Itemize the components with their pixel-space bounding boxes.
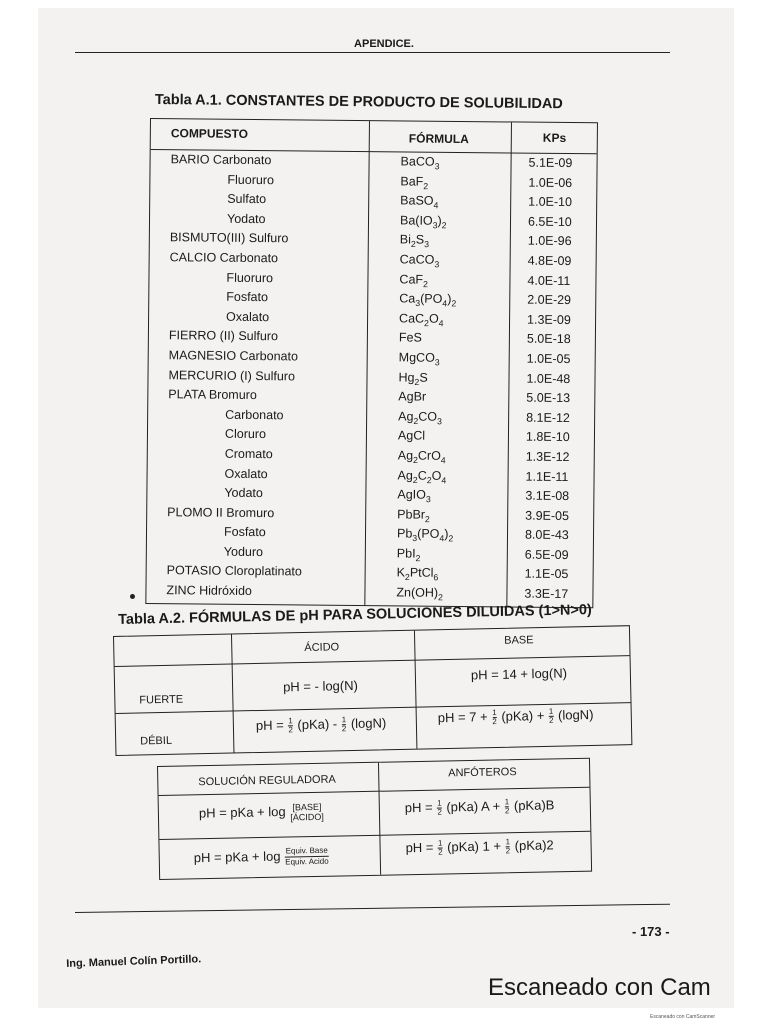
weak-acid-term1: (pKa) - xyxy=(297,716,338,733)
compound-name: Fluoruro xyxy=(227,172,275,187)
fraction-numerator: 1 xyxy=(341,715,347,725)
compound-name: MAGNESIO Carbonato xyxy=(168,348,299,364)
chemical-formula: CaF$_2$ xyxy=(399,271,428,289)
chemical-formula: $Ca_3(PO_4)_2$ xyxy=(399,291,457,309)
amph2-term2: (pKa)2 xyxy=(514,837,554,854)
fraction-numerator: 1 xyxy=(505,837,511,847)
kps-value: 4.0E-11 xyxy=(527,273,571,288)
compound-name: Cromato xyxy=(224,446,273,462)
table1-body xyxy=(146,151,596,606)
compound-name: Fosfato xyxy=(223,525,266,540)
table3-header-buffer: SOLUCIÓN REGULADORA xyxy=(198,773,336,789)
amph2-lhs: pH = xyxy=(405,839,434,856)
table2-row-weak: DÉBIL xyxy=(140,734,173,748)
kps-value: 1.0E-96 xyxy=(527,234,572,249)
fraction-denominator: Equiv. Acido xyxy=(285,856,329,867)
compound-name: PLOMO II Bromuro xyxy=(167,504,275,520)
kps-value: 5.0E-13 xyxy=(526,390,571,406)
compound-name: Yodato xyxy=(226,211,266,226)
bullet-mark xyxy=(130,594,135,599)
table1-header-compound: COMPUESTO xyxy=(170,126,249,141)
compound-name: BARIO Carbonato xyxy=(170,152,272,168)
table3-divider xyxy=(378,763,381,875)
table2-header-base: BASE xyxy=(504,634,534,647)
chemical-formula: $Bi_2S_3$ xyxy=(399,232,430,250)
chemical-formula: $Zn(OH)_2$ xyxy=(396,585,444,603)
chemical-formula: PbI$_2$ xyxy=(396,546,421,563)
half-fraction xyxy=(492,709,497,726)
fraction-numerator: Equiv. Base xyxy=(285,846,329,858)
half-fraction xyxy=(288,717,293,734)
ph-formulas-table xyxy=(113,625,632,756)
kps-value: 1.8E-10 xyxy=(525,429,570,445)
kps-value: 3.9E-05 xyxy=(525,508,570,523)
chemical-formula: BaCO$_3$ xyxy=(400,154,440,172)
buffer-formula-1 xyxy=(199,802,325,824)
kps-value: 8.1E-12 xyxy=(526,410,570,425)
table1-header-formula: FÓRMULA xyxy=(408,131,469,147)
weak-acid-term2: (logN) xyxy=(350,715,387,732)
compound-name: BISMUTO(III) Sulfuro xyxy=(169,230,289,246)
table1-header-kps: KPs xyxy=(542,130,567,145)
fraction-denominator: 2 xyxy=(492,717,497,727)
chemical-formula: AgBr xyxy=(398,389,427,404)
fraction-denominator: [ÁCIDO] xyxy=(290,811,324,823)
weak-acid-formula xyxy=(256,715,387,735)
page-header: APENDICE. xyxy=(354,38,414,50)
fraction-denominator: 2 xyxy=(437,807,442,817)
weak-acid-lhs: pH = xyxy=(255,717,284,734)
author-name: Ing. Manuel Colín Portillo. xyxy=(66,953,202,970)
fraction-denominator: 2 xyxy=(288,725,294,735)
table3-rule xyxy=(159,787,590,796)
fraction-denominator: 2 xyxy=(505,846,511,856)
chemical-formula: $Ag_2CO_3$ xyxy=(398,409,442,427)
compound-name: CALCIO Carbonato xyxy=(169,250,279,266)
kps-value: 1.0E-06 xyxy=(528,175,573,190)
compound-name: POTASIO Cloroplatinato xyxy=(166,563,302,579)
half-fraction xyxy=(342,716,347,733)
kps-value: 1.0E-05 xyxy=(526,351,571,366)
buffer2-ratio xyxy=(285,846,329,868)
kps-value: 1.0E-48 xyxy=(526,371,571,386)
compound-name: FIERRO (II) Sulfuro xyxy=(168,328,279,344)
buffer1-lhs: pH = pKa + log xyxy=(198,803,286,821)
half-fraction xyxy=(505,798,510,815)
fraction-numerator: 1 xyxy=(548,706,554,716)
strong-acid-formula: pH = - log(N) xyxy=(282,677,359,695)
chemical-formula: $Ba(IO_3)_2$ xyxy=(399,213,447,231)
chemical-formula: BaSO$_4$ xyxy=(400,193,439,211)
chemical-formula: $CaC_2O_4$ xyxy=(399,311,444,329)
buffer-formula-2 xyxy=(194,846,330,870)
compound-name: Sulfato xyxy=(227,191,267,207)
compound-name: ZINC Hidróxido xyxy=(166,583,252,599)
kps-value: 4.8E-09 xyxy=(527,253,572,269)
amph2-term1: (pKa) 1 + xyxy=(446,838,502,855)
fraction-denominator: 2 xyxy=(341,724,347,734)
kps-value: 1.1E-05 xyxy=(524,567,569,582)
amph1-term1: (pKa) A + xyxy=(446,798,501,815)
chemical-formula: AgCl xyxy=(397,428,426,443)
chemical-formula: BaF$_2$ xyxy=(400,174,429,191)
half-fraction xyxy=(437,800,442,817)
compound-name: Fluoruro xyxy=(226,270,274,285)
compound-name: Cloruro xyxy=(224,427,267,442)
fraction-numerator: 1 xyxy=(492,708,497,718)
chemical-formula: $Ag_2CrO_4$ xyxy=(397,448,446,466)
compound-name: Oxalato xyxy=(226,309,270,324)
chemical-formula: PbBr$_2$ xyxy=(397,507,430,524)
compound-name: Yoduro xyxy=(223,544,264,559)
half-fraction xyxy=(505,838,510,855)
chemical-formula: $Ag_2C_2O_4$ xyxy=(397,467,447,485)
fraction-numerator: 1 xyxy=(437,838,443,848)
compound-name: Carbonato xyxy=(225,407,284,423)
weak-base-formula xyxy=(438,707,594,727)
fraction-numerator: 1 xyxy=(504,797,510,807)
kps-value: 1.1E-11 xyxy=(525,469,569,484)
table-row xyxy=(146,582,592,606)
buffer-amphoteric-table xyxy=(157,758,592,880)
compound-name: Oxalato xyxy=(224,466,268,481)
table1-title: Tabla A.1. CONSTANTES DE PRODUCTO DE SOLUBILIDAD xyxy=(154,92,563,113)
kps-value: 3.3E-17 xyxy=(524,586,569,602)
table2-divider xyxy=(231,635,234,753)
kps-value: 2.0E-29 xyxy=(527,292,572,308)
amphoteric-formula-2 xyxy=(405,837,553,857)
chemical-formula: CaCO$_3$ xyxy=(399,252,440,270)
fraction-numerator: 1 xyxy=(437,798,442,808)
chemical-formula: $Pb_3(PO_4)_2$ xyxy=(396,526,454,544)
table2-title: Tabla A.2. FÓRMULAS DE pH PARA SOLUCIONES DILUIDAS (1>N>0) xyxy=(118,602,592,628)
kps-value: 1.3E-09 xyxy=(527,312,571,327)
amph1-term2: (pKa)B xyxy=(513,797,555,814)
kps-value: 5.0E-18 xyxy=(526,331,571,347)
table2-row-strong: FUERTE xyxy=(139,693,184,707)
kps-value: 1.0E-10 xyxy=(528,194,573,210)
compound-name: MERCURIO (I) Sulfuro xyxy=(168,367,296,383)
fraction-numerator: 1 xyxy=(288,716,293,726)
chemical-formula: $Hg_2S$ xyxy=(398,369,428,387)
table3-header-amphoteric: ANFÓTEROS xyxy=(448,766,517,780)
scanner-watermark-small: Escaneado con CamScanner xyxy=(650,1014,716,1020)
table2-header-acid: ÁCIDO xyxy=(304,641,340,654)
chemical-formula: FeS xyxy=(398,330,422,345)
kps-value: 6.5E-09 xyxy=(524,547,569,562)
table2-divider xyxy=(414,631,417,749)
page-number: - 173 - xyxy=(632,924,670,939)
strong-base-formula: pH = 14 + log(N) xyxy=(470,665,568,683)
kps-value: 8.0E-43 xyxy=(524,527,569,543)
chemical-formula: AgIO$_3$ xyxy=(397,487,431,505)
kps-value: 3.1E-08 xyxy=(525,488,570,504)
scanner-watermark: Escaneado con Cam xyxy=(488,974,711,1001)
half-fraction xyxy=(549,708,554,725)
header-rule xyxy=(75,52,670,53)
kps-value: 5.1E-09 xyxy=(528,155,573,171)
kps-value: 6.5E-10 xyxy=(527,214,572,229)
fraction-denominator: 2 xyxy=(504,806,510,816)
compound-name: PLATA Bromuro xyxy=(168,387,257,403)
amphoteric-formula-1 xyxy=(405,797,555,817)
amph1-lhs: pH = xyxy=(404,799,433,816)
fraction-numerator: [BASE] xyxy=(292,801,322,813)
chemical-formula: MgCO$_3$ xyxy=(398,350,440,368)
weak-base-term1: (pKa) + xyxy=(501,707,545,724)
compound-name: Yodato xyxy=(224,485,263,501)
buffer2-lhs: pH = pKa + log xyxy=(193,848,281,866)
kps-value: 1.3E-12 xyxy=(525,449,570,464)
fraction-denominator: 2 xyxy=(548,715,554,725)
solubility-table xyxy=(145,118,598,608)
buffer1-ratio xyxy=(290,802,324,823)
half-fraction xyxy=(438,840,443,857)
weak-base-lhs: pH = 7 + xyxy=(437,709,488,726)
fraction-denominator: 2 xyxy=(438,847,443,857)
compound-name: Fosfato xyxy=(226,289,269,305)
chemical-formula: $K_2PtCl_6$ xyxy=(396,565,439,583)
weak-base-term2: (logN) xyxy=(557,706,594,723)
